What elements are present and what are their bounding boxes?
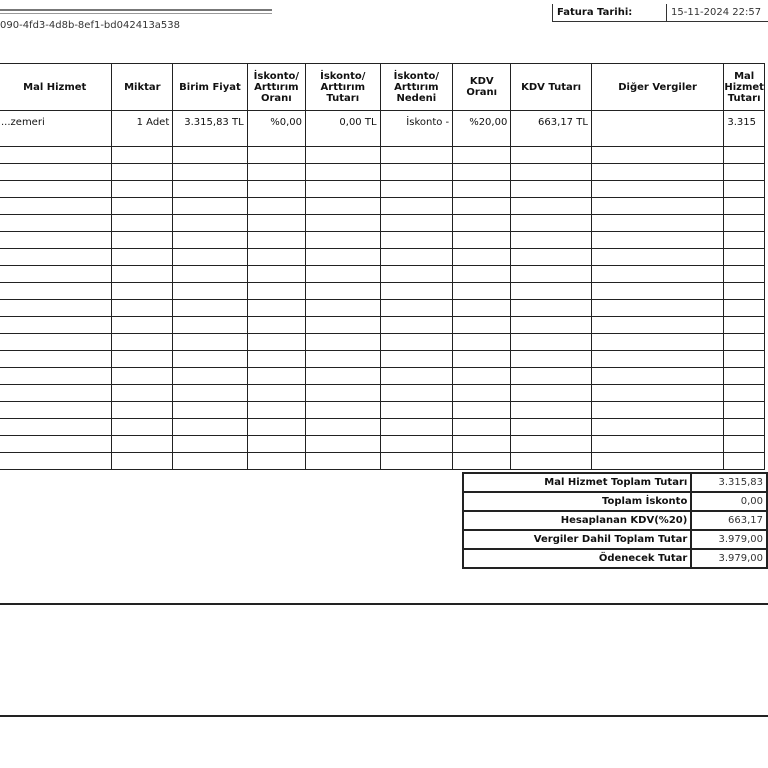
- empty-table-row: [0, 164, 765, 181]
- empty-table-row: [0, 300, 765, 317]
- empty-cell: [511, 181, 592, 198]
- empty-cell: [591, 215, 723, 232]
- empty-table-row: [0, 385, 765, 402]
- empty-cell: [306, 368, 381, 385]
- empty-table-row: [0, 317, 765, 334]
- empty-cell: [724, 436, 765, 453]
- empty-cell: [306, 317, 381, 334]
- empty-cell: [0, 368, 112, 385]
- empty-cell: [173, 317, 247, 334]
- empty-table-row: [0, 351, 765, 368]
- totals-row: [463, 549, 767, 568]
- empty-cell: [247, 198, 305, 215]
- empty-cell: [511, 436, 592, 453]
- empty-cell: [173, 402, 247, 419]
- empty-cell: [591, 436, 723, 453]
- empty-cell: [173, 368, 247, 385]
- empty-cell: [112, 419, 173, 436]
- empty-cell: [724, 351, 765, 368]
- empty-table-row: [0, 368, 765, 385]
- empty-cell: [306, 300, 381, 317]
- header-rule-thin: [0, 13, 272, 14]
- empty-cell: [511, 402, 592, 419]
- empty-cell: [511, 215, 592, 232]
- empty-cell: [724, 300, 765, 317]
- empty-cell: [511, 317, 592, 334]
- empty-cell: [306, 283, 381, 300]
- empty-cell: [0, 453, 112, 470]
- col-header-birim-fiyat: Birim Fiyat: [173, 64, 247, 111]
- total-label-kdv: Hesaplanan KDV(%20): [463, 511, 691, 530]
- empty-cell: [380, 351, 453, 368]
- empty-table-row: [0, 249, 765, 266]
- empty-cell: [511, 198, 592, 215]
- header-rule: [0, 9, 272, 11]
- empty-cell: [112, 300, 173, 317]
- empty-table-row: [0, 181, 765, 198]
- empty-cell: [380, 215, 453, 232]
- invoice-date-value: 15-11-2024 22:57: [671, 7, 762, 18]
- empty-cell: [724, 334, 765, 351]
- empty-cell: [724, 283, 765, 300]
- empty-cell: [724, 147, 765, 164]
- empty-cell: [112, 368, 173, 385]
- empty-cell: [0, 215, 112, 232]
- empty-cell: [306, 402, 381, 419]
- empty-cell: [453, 215, 511, 232]
- empty-cell: [724, 266, 765, 283]
- empty-cell: [724, 453, 765, 470]
- empty-cell: [247, 368, 305, 385]
- cell-iskonto-orani: %0,00: [247, 111, 305, 147]
- empty-cell: [112, 249, 173, 266]
- empty-cell: [453, 368, 511, 385]
- empty-cell: [380, 300, 453, 317]
- empty-cell: [247, 164, 305, 181]
- empty-cell: [306, 164, 381, 181]
- empty-cell: [511, 300, 592, 317]
- empty-cell: [453, 436, 511, 453]
- col-header-iskonto-orani: İskonto/ Arttırım Oranı: [247, 64, 305, 111]
- empty-cell: [112, 266, 173, 283]
- col-header-iskonto-nedeni: İskonto/ Arttırım Nedeni: [380, 64, 453, 111]
- empty-cell: [0, 232, 112, 249]
- invoice-items-table: [0, 63, 765, 470]
- empty-cell: [112, 164, 173, 181]
- empty-table-row: [0, 266, 765, 283]
- empty-table-row: [0, 232, 765, 249]
- empty-cell: [0, 385, 112, 402]
- empty-cell: [511, 368, 592, 385]
- totals-row: [463, 511, 767, 530]
- empty-cell: [247, 453, 305, 470]
- col-header-mal-hizmet-tutari: Mal Hizmet Tutarı: [724, 64, 765, 111]
- col-header-kdv-tutari: KDV Tutarı: [511, 64, 592, 111]
- empty-cell: [112, 181, 173, 198]
- empty-table-row: [0, 198, 765, 215]
- empty-cell: [0, 436, 112, 453]
- empty-cell: [247, 232, 305, 249]
- empty-cell: [380, 266, 453, 283]
- cell-miktar: 1 Adet: [112, 111, 173, 147]
- empty-cell: [591, 385, 723, 402]
- empty-cell: [0, 334, 112, 351]
- empty-cell: [306, 198, 381, 215]
- empty-cell: [724, 317, 765, 334]
- col-header-kdv-orani: KDV Oranı: [453, 64, 511, 111]
- empty-cell: [112, 436, 173, 453]
- empty-cell: [306, 453, 381, 470]
- empty-cell: [591, 368, 723, 385]
- empty-cell: [380, 334, 453, 351]
- empty-cell: [591, 266, 723, 283]
- items-header-row: [0, 64, 765, 111]
- empty-cell: [247, 147, 305, 164]
- empty-cell: [380, 283, 453, 300]
- empty-cell: [173, 334, 247, 351]
- empty-cell: [380, 317, 453, 334]
- empty-cell: [112, 334, 173, 351]
- empty-table-row: [0, 215, 765, 232]
- empty-cell: [591, 198, 723, 215]
- empty-cell: [591, 453, 723, 470]
- empty-cell: [306, 385, 381, 402]
- empty-cell: [173, 181, 247, 198]
- empty-cell: [511, 351, 592, 368]
- invoice-uuid: 090-4fd3-4d8b-8ef1-bd042413a538: [0, 20, 181, 31]
- empty-table-row: [0, 453, 765, 470]
- empty-cell: [0, 300, 112, 317]
- empty-cell: [453, 249, 511, 266]
- empty-cell: [453, 164, 511, 181]
- empty-cell: [0, 198, 112, 215]
- empty-cell: [591, 334, 723, 351]
- empty-cell: [306, 181, 381, 198]
- empty-cell: [0, 147, 112, 164]
- empty-cell: [112, 215, 173, 232]
- empty-cell: [247, 436, 305, 453]
- empty-cell: [173, 436, 247, 453]
- empty-cell: [453, 334, 511, 351]
- empty-cell: [173, 215, 247, 232]
- empty-cell: [306, 147, 381, 164]
- col-header-miktar: Miktar: [112, 64, 173, 111]
- empty-cell: [173, 283, 247, 300]
- empty-cell: [247, 300, 305, 317]
- empty-cell: [112, 232, 173, 249]
- empty-cell: [453, 266, 511, 283]
- empty-cell: [112, 317, 173, 334]
- empty-cell: [247, 181, 305, 198]
- totals-row: [463, 530, 767, 549]
- empty-cell: [380, 436, 453, 453]
- empty-cell: [173, 147, 247, 164]
- empty-table-row: [0, 147, 765, 164]
- totals-row: [463, 492, 767, 511]
- empty-cell: [380, 147, 453, 164]
- empty-cell: [0, 419, 112, 436]
- empty-cell: [173, 453, 247, 470]
- table-row: [0, 111, 765, 147]
- empty-cell: [591, 232, 723, 249]
- empty-cell: [453, 419, 511, 436]
- empty-cell: [511, 164, 592, 181]
- empty-cell: [453, 385, 511, 402]
- empty-cell: [380, 419, 453, 436]
- empty-cell: [591, 249, 723, 266]
- empty-cell: [173, 266, 247, 283]
- empty-cell: [380, 402, 453, 419]
- empty-cell: [112, 283, 173, 300]
- empty-cell: [724, 249, 765, 266]
- totals-row: [463, 473, 767, 492]
- empty-cell: [306, 436, 381, 453]
- col-header-diger-vergiler: Diğer Vergiler: [591, 64, 723, 111]
- total-label-iskonto: Toplam İskonto: [463, 492, 691, 511]
- empty-cell: [511, 147, 592, 164]
- empty-cell: [173, 232, 247, 249]
- empty-cell: [591, 181, 723, 198]
- invoice-date-box: [552, 4, 768, 22]
- empty-cell: [247, 351, 305, 368]
- cell-iskonto-tutari: 0,00 TL: [306, 111, 381, 147]
- empty-cell: [0, 249, 112, 266]
- empty-cell: [453, 402, 511, 419]
- cell-mal-hizmet: ...zemeri: [0, 111, 112, 147]
- empty-cell: [112, 402, 173, 419]
- empty-cell: [380, 164, 453, 181]
- empty-cell: [724, 368, 765, 385]
- col-header-iskonto-tutari: İskonto/ Arttırım Tutarı: [306, 64, 381, 111]
- empty-cell: [453, 147, 511, 164]
- empty-cell: [0, 283, 112, 300]
- empty-table-row: [0, 402, 765, 419]
- col-header-mal-hizmet: Mal Hizmet: [0, 64, 112, 111]
- empty-cell: [591, 317, 723, 334]
- empty-cell: [173, 300, 247, 317]
- empty-cell: [724, 215, 765, 232]
- empty-cell: [0, 164, 112, 181]
- empty-cell: [247, 334, 305, 351]
- total-label-odenecek: Ödenecek Tutar: [463, 549, 691, 568]
- empty-cell: [247, 266, 305, 283]
- empty-cell: [724, 164, 765, 181]
- empty-cell: [173, 385, 247, 402]
- section-divider: [0, 603, 768, 605]
- empty-cell: [306, 232, 381, 249]
- cell-iskonto-nedeni: İskonto -: [380, 111, 453, 147]
- empty-cell: [511, 249, 592, 266]
- total-value-odenecek: 3.979,00: [691, 549, 767, 568]
- empty-cell: [247, 317, 305, 334]
- empty-cell: [173, 198, 247, 215]
- empty-cell: [380, 368, 453, 385]
- empty-cell: [511, 334, 592, 351]
- empty-cell: [511, 266, 592, 283]
- empty-cell: [0, 317, 112, 334]
- cell-diger-vergiler: [591, 111, 723, 147]
- empty-cell: [511, 385, 592, 402]
- empty-cell: [591, 147, 723, 164]
- empty-cell: [306, 351, 381, 368]
- empty-cell: [724, 402, 765, 419]
- cell-mal-hizmet-tutari: 3.315: [724, 111, 765, 147]
- empty-cell: [511, 283, 592, 300]
- empty-cell: [247, 215, 305, 232]
- empty-cell: [173, 351, 247, 368]
- empty-cell: [247, 249, 305, 266]
- empty-cell: [0, 402, 112, 419]
- empty-cell: [112, 453, 173, 470]
- empty-cell: [453, 198, 511, 215]
- cell-kdv-tutari: 663,17 TL: [511, 111, 592, 147]
- empty-cell: [247, 283, 305, 300]
- empty-cell: [306, 249, 381, 266]
- empty-cell: [453, 181, 511, 198]
- empty-cell: [0, 181, 112, 198]
- invoice-date-label: Fatura Tarihi:: [553, 4, 667, 21]
- empty-cell: [453, 317, 511, 334]
- total-value-iskonto: 0,00: [691, 492, 767, 511]
- empty-cell: [112, 385, 173, 402]
- empty-cell: [112, 147, 173, 164]
- empty-cell: [591, 164, 723, 181]
- empty-cell: [306, 419, 381, 436]
- empty-cell: [306, 266, 381, 283]
- empty-cell: [591, 283, 723, 300]
- total-value-vergiler-dahil: 3.979,00: [691, 530, 767, 549]
- total-value-mal-hizmet: 3.315,83: [691, 473, 767, 492]
- empty-cell: [724, 181, 765, 198]
- total-value-kdv: 663,17: [691, 511, 767, 530]
- totals-table: [462, 472, 768, 569]
- empty-cell: [380, 232, 453, 249]
- empty-cell: [724, 385, 765, 402]
- empty-cell: [724, 419, 765, 436]
- empty-cell: [724, 232, 765, 249]
- empty-cell: [380, 181, 453, 198]
- total-label-mal-hizmet: Mal Hizmet Toplam Tutarı: [463, 473, 691, 492]
- empty-cell: [511, 232, 592, 249]
- empty-cell: [453, 453, 511, 470]
- empty-cell: [380, 385, 453, 402]
- empty-cell: [453, 232, 511, 249]
- empty-cell: [453, 351, 511, 368]
- total-label-vergiler-dahil: Vergiler Dahil Toplam Tutar: [463, 530, 691, 549]
- cell-kdv-orani: %20,00: [453, 111, 511, 147]
- empty-cell: [511, 453, 592, 470]
- empty-cell: [112, 351, 173, 368]
- empty-cell: [112, 198, 173, 215]
- empty-cell: [591, 402, 723, 419]
- empty-cell: [380, 198, 453, 215]
- empty-cell: [453, 283, 511, 300]
- empty-cell: [247, 385, 305, 402]
- empty-cell: [724, 198, 765, 215]
- empty-cell: [247, 419, 305, 436]
- empty-cell: [173, 419, 247, 436]
- empty-cell: [453, 300, 511, 317]
- empty-cell: [511, 419, 592, 436]
- empty-cell: [591, 419, 723, 436]
- empty-cell: [306, 334, 381, 351]
- empty-cell: [247, 402, 305, 419]
- empty-cell: [380, 249, 453, 266]
- empty-cell: [591, 351, 723, 368]
- empty-cell: [306, 215, 381, 232]
- empty-table-row: [0, 283, 765, 300]
- empty-table-row: [0, 334, 765, 351]
- empty-table-row: [0, 419, 765, 436]
- empty-cell: [173, 164, 247, 181]
- empty-cell: [0, 266, 112, 283]
- empty-table-row: [0, 436, 765, 453]
- empty-cell: [173, 249, 247, 266]
- cell-birim-fiyat: 3.315,83 TL: [173, 111, 247, 147]
- empty-cell: [380, 453, 453, 470]
- empty-cell: [0, 351, 112, 368]
- empty-cell: [591, 300, 723, 317]
- section-divider: [0, 715, 768, 717]
